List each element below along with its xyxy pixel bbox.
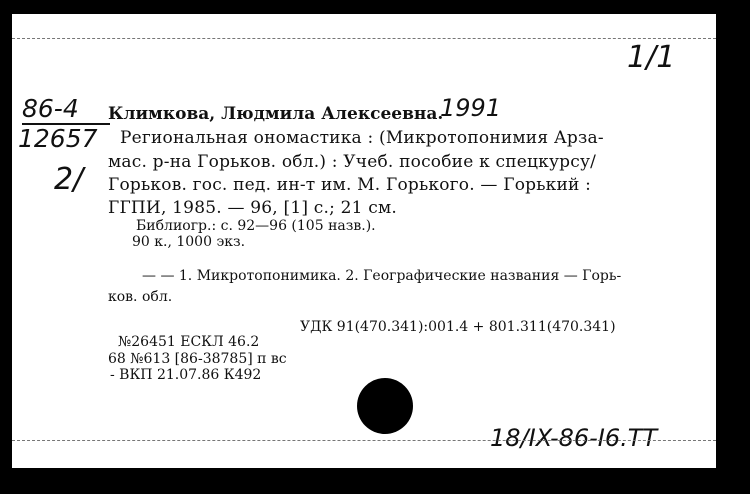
card-top-edge bbox=[12, 38, 716, 39]
copies-note: 90 к., 1000 экз. bbox=[132, 234, 246, 250]
subjects-line-2: ков. обл. bbox=[108, 289, 173, 305]
registration-line-2: 68 №613 [86-38785] п вс bbox=[108, 351, 287, 367]
author-heading: Климкова, Людмила Алексеевна. bbox=[108, 104, 444, 124]
card-bottom-edge bbox=[12, 440, 716, 441]
registration-line-1: №26451 ЕСКЛ 46.2 bbox=[118, 334, 260, 350]
udc-classification: УДК 91(470.341):001.4 + 801.311(470.341) bbox=[300, 319, 616, 335]
call-number-bottom: 12657 bbox=[18, 124, 98, 153]
subjects-line-1: — — 1. Микротопонимика. 2. Географические названия — Горь- bbox=[142, 268, 622, 284]
call-number-top: 86-4 bbox=[22, 94, 79, 123]
title-line-1: Региональная ономастика : (Микротопонимия Арза- bbox=[120, 128, 604, 148]
handwritten-year: 1991 bbox=[440, 94, 502, 122]
handwritten-top-right-mark: 1/1 bbox=[627, 40, 676, 75]
bibliography-note: Библиогр.: с. 92—96 (105 назв.). bbox=[136, 218, 376, 234]
title-line-2: мас. р-на Горьков. обл.) : Учеб. пособие к спецкурсу/ bbox=[108, 152, 597, 172]
title-line-4: ГГПИ, 1985. — 96, [1] с.; 21 см. bbox=[108, 198, 398, 218]
registration-line-3: - ВКП 21.07.86 К492 bbox=[110, 367, 262, 383]
handwritten-date: 18/IX-86-I6.TT bbox=[490, 424, 658, 452]
title-line-3: Горьков. гос. пед. ин-т им. М. Горького. — Горький : bbox=[108, 175, 592, 195]
handwritten-left-mark: 2/ bbox=[54, 162, 84, 197]
card-punch-hole bbox=[357, 378, 413, 434]
catalog-card bbox=[12, 14, 716, 468]
